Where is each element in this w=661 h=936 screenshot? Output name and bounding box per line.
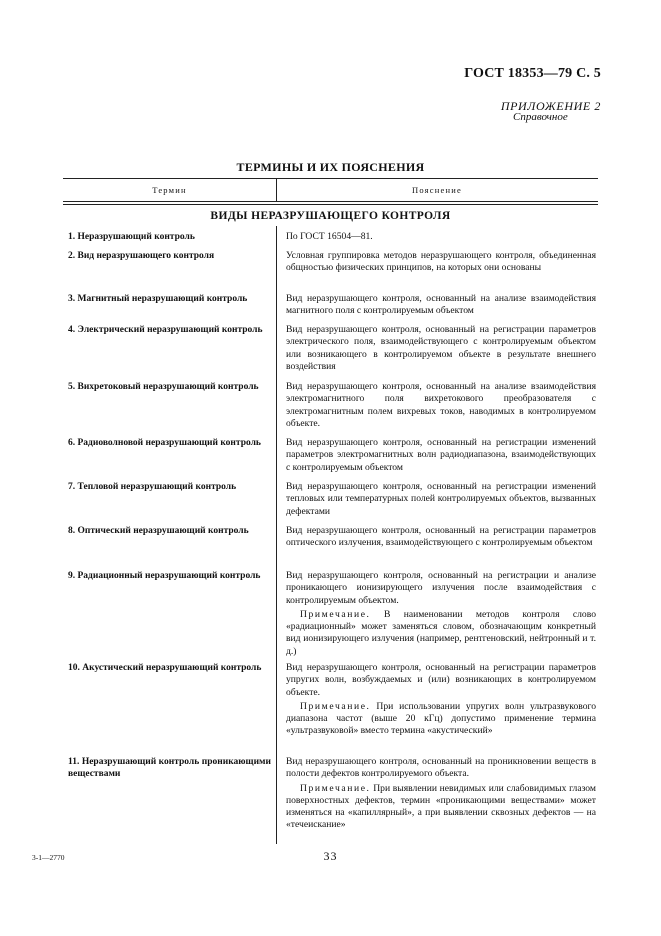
appendix-label: ПРИЛОЖЕНИЕ 2: [500, 99, 601, 113]
appendix-kind: Справочное: [513, 111, 568, 123]
definition-5: [286, 381, 596, 430]
header-double-rule: [63, 204, 598, 205]
definition-text: По ГОСТ 16504—81.: [286, 231, 373, 242]
standard-header: ГОСТ 18353—79 С. 5: [464, 66, 601, 81]
definition-text: Условная группировка методов неразрушающего контроля, объединенная общностью физических принципов, на которых они основаны: [286, 250, 596, 274]
definition-note: [286, 783, 596, 832]
definition-9: [286, 570, 596, 658]
definition-text: Вид неразрушающего контроля, основанный на регистрации параметров оптического излучения, взаимодействующего с контролируемым объектом: [286, 525, 596, 549]
term-1: 1. Неразрушающий контроль: [68, 232, 195, 242]
note-label: Примечание.: [300, 782, 371, 794]
definition-7: [286, 481, 596, 518]
definition-6: [286, 437, 596, 474]
definition-3: [286, 293, 596, 318]
definition-text: Вид неразрушающего контроля, основанный на регистрации параметров электрического поля, взаимодействующего с контролируемым объектом или возникающего в контролируемом объекте в результате внешнего воздействия: [286, 324, 596, 372]
definition-11: [286, 756, 596, 832]
term-2: 2. Вид неразрушающего контроля: [68, 251, 215, 261]
page-title: ТЕРМИНЫ И ИХ ПОЯСНЕНИЯ: [236, 160, 425, 174]
definition-text: Вид неразрушающего контроля, основанный на регистрации и анализе проникающего ионизирующего излучения после взаимодействия с контролируемым объектом.: [286, 570, 596, 606]
term-10: 10. Акустический неразрушающий контроль: [68, 663, 262, 673]
header-bottom-rule: [63, 201, 598, 202]
note-text: При выявлении невидимых или слабовидимых глазом поверхностных дефектов, термин «проникающими веществами» может изменяться на «капиллярный», а при выявлении сквозных дефектов — на «течеискание»: [286, 782, 596, 831]
section-heading: ВИДЫ НЕРАЗРУШАЮЩЕГО КОНТРОЛЯ: [210, 210, 451, 222]
definition-text: Вид неразрушающего контроля, основанный на регистрации параметров упругих волн, возбуждаемых и (или) возникающих в контролируемом объекте.: [286, 662, 596, 698]
note-text: При использовании упругих волн ультразвукового диапазона частот (выше 20 кГц) допустимо применение термина «ультразвуковой» вместо термина «акустический»: [286, 700, 596, 737]
column-header-term: Термин: [152, 185, 187, 195]
note-label: Примечание.: [300, 608, 371, 620]
term-4: 4. Электрический неразрушающий контроль: [68, 325, 263, 335]
definition-text: Вид неразрушающего контроля, основанный на проникновении веществ в полости дефектов контролируемого объекта.: [286, 756, 596, 780]
table-top-rule: [63, 178, 598, 179]
definition-10: [286, 662, 596, 738]
term-6: 6. Радиоволновой неразрушающий контроль: [68, 438, 261, 448]
definition-note: [286, 701, 596, 738]
term-8: 8. Оптический неразрушающий контроль: [68, 526, 249, 536]
term-9: 9. Радиационный неразрушающий контроль: [68, 571, 261, 581]
column-header-explanation: Пояснение: [412, 185, 462, 195]
term-3: 3. Магнитный неразрушающий контроль: [68, 294, 248, 304]
definition-text: Вид неразрушающего контроля, основанный на анализе взаимодействия магнитного поля с контролируемым объектом: [286, 293, 596, 317]
definition-1: [286, 231, 596, 243]
page-number: 33: [323, 849, 338, 863]
definition-8: [286, 525, 596, 550]
note-text: В наименовании методов контроля слово «радиационный» может заменяться словом, обозначающим конкретный вид ионизирующего излучения (например, рентгеновский, нейтронный и т. д.): [286, 608, 596, 657]
body-column-divider: [276, 226, 277, 844]
note-label: Примечание.: [300, 700, 371, 712]
term-11: 11. Неразрушающий контроль проникающими веществами: [68, 757, 271, 779]
definition-text: Вид неразрушающего контроля, основанный на регистрации изменений параметров электромагнитных волн радиодиапазона, взаимодействующих с контролируемым объектом: [286, 437, 596, 473]
term-5: 5. Вихретоковый неразрушающий контроль: [68, 382, 259, 392]
definition-text: Вид неразрушающего контроля, основанный на регистрации изменений тепловых или температурных полей контролируемых объектов, вызванных дефектами: [286, 481, 596, 517]
definition-note: [286, 609, 596, 658]
term-7: 7. Тепловой неразрушающий контроль: [68, 482, 237, 492]
definition-text: Вид неразрушающего контроля, основанный на анализе взаимодействия электромагнитного поля вихретокового преобразователя с электромагнитным полем вихревых токов, наводимых в контролируемом объекте.: [286, 381, 596, 429]
definition-2: [286, 250, 596, 275]
definition-4: [286, 324, 596, 373]
print-code: 3-1—2770: [32, 853, 65, 862]
